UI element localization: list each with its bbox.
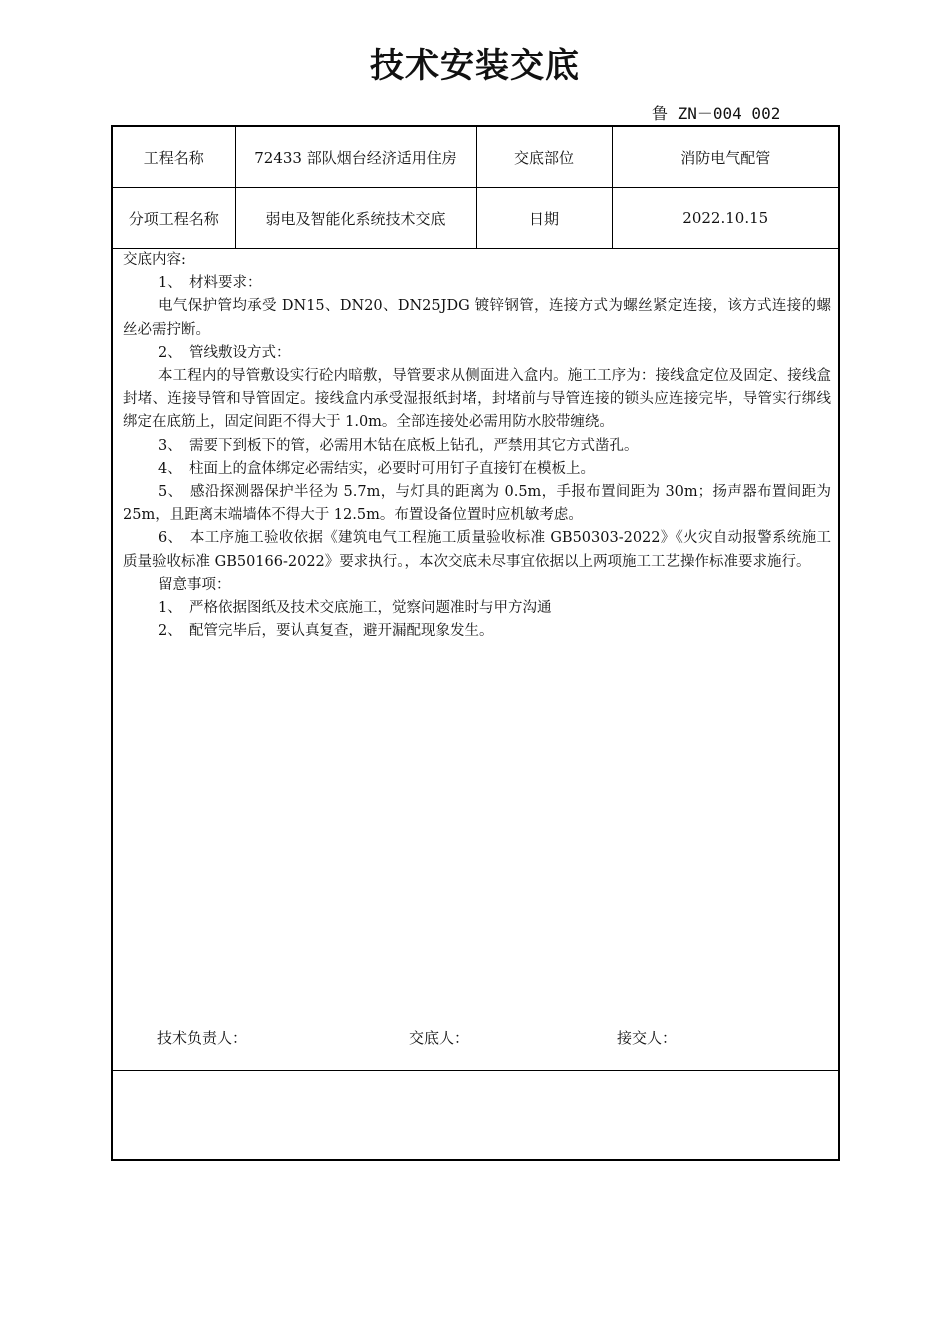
project-name-label: 工程名称	[113, 127, 235, 188]
disclosure-content	[123, 249, 831, 643]
date-label: 日期	[476, 188, 612, 249]
receiver-signature-label: 接交人：	[617, 1029, 678, 1047]
location-label: 交底部位	[476, 127, 612, 188]
sub-project-value: 弱电及智能化系统技术交底	[235, 188, 476, 249]
tech-lead-signature-label: 技术负责人：	[157, 1029, 248, 1047]
page-title: 技术安装交底	[370, 46, 580, 86]
content-paragraph: 电气保护管均承受 DN15、DN20、DN25JDG 镀锌钢管，连接方式为螺丝紧定连接，该方式连接的螺丝必需拧断。	[123, 298, 831, 338]
content-paragraph: 1、 材料要求：	[158, 275, 262, 292]
signature-row	[113, 1027, 838, 1049]
content-paragraph: 6、 本工序施工验收依据《建筑电气工程施工质量验收标准 GB50303-2022》《火灾自动报警系统施工质量验收标准 GB50166-2022》要求执行。，本次交底未尽事宜依据以上两项施工工艺操作标准要求施行。	[123, 530, 831, 570]
date-value: 2022.10.15	[612, 188, 838, 249]
content-paragraph: 本工程内的导管敷设实行砼内暗敷，导管要求从侧面进入盒内。施工工序为：接线盒定位及固定、接线盒封堵、连接导管和导管固定。接线盒内承受湿报纸封堵，封堵前与导管连接的锁头应连接完毕，导管实行绑线绑定在底筋上，固定间距不得大于 1.0m。全部连接处必需用防水胶带缠绕。	[123, 368, 831, 431]
content-heading: 交底内容:	[123, 252, 186, 268]
header-table	[113, 127, 838, 249]
notes-heading: 留意事项：	[158, 576, 231, 593]
sub-project-label: 分项工程名称	[113, 188, 235, 249]
location-value: 消防电气配管	[612, 127, 838, 188]
document-code: 鲁 ZN－004 002	[652, 104, 781, 123]
header-row-project	[113, 127, 838, 188]
content-paragraph: 2、 管线敷设方式：	[158, 344, 291, 361]
content-paragraph: 5、 感沿探测器保护半径为 5.7m，与灯具的距离为 0.5m，手报布置间距为 30m；扬声器布置间距为 25m，且距离末端墙体不得大于 12.5m。布置设备位置时应机敏考虑。	[123, 484, 831, 524]
note-item: 2、 配管完毕后，要认真复查，避开漏配现象发生。	[158, 623, 494, 640]
header-row-subproject	[113, 188, 838, 249]
content-paragraph: 4、 柱面上的盒体绑定必需结实，必要时可用钉子直接钉在模板上。	[158, 460, 595, 477]
presenter-signature-label: 交底人：	[409, 1029, 470, 1047]
project-name-value: 72433 部队烟台经济适用住房	[235, 127, 476, 188]
content-paragraph: 3、 需要下到板下的管，必需用木钻在底板上钻孔，严禁用其它方式凿孔。	[158, 437, 639, 454]
form-frame	[111, 125, 840, 1161]
note-item: 1、 严格依据图纸及技术交底施工，觉察问题准时与甲方沟通	[158, 600, 552, 617]
section-divider	[113, 1070, 838, 1071]
